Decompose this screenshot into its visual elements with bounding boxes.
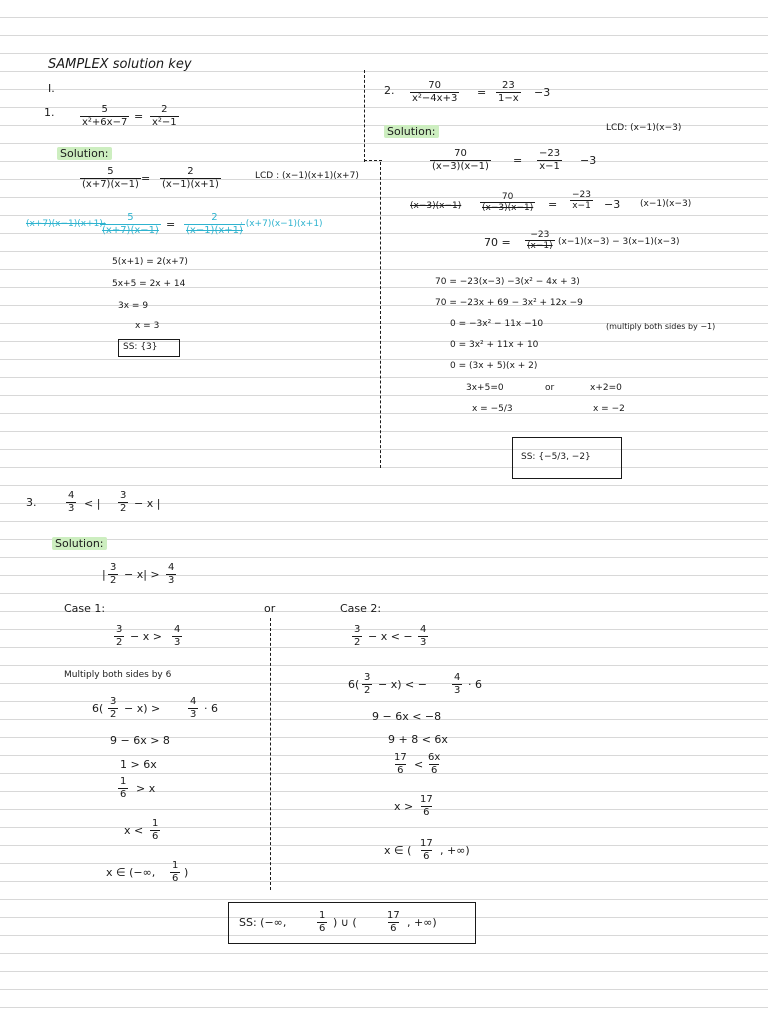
answer-text: SS: {3} [123, 342, 158, 352]
answer-box [118, 339, 180, 357]
numerator: 4 [454, 672, 461, 683]
denominator: (x−1)(x+1) [162, 179, 219, 190]
fraction [118, 776, 128, 801]
numerator: 2 [187, 166, 194, 177]
numerator: 4 [174, 624, 181, 635]
inequality: − x > [130, 630, 162, 643]
fraction [452, 672, 462, 697]
numerator: 2 [211, 212, 218, 223]
fraction [317, 910, 327, 935]
numerator: 17 [420, 838, 433, 849]
abs-open: | [102, 568, 106, 581]
solution-label: Solution: [57, 147, 112, 160]
multiplier-left: (x+7)(x−1)(x+1)· [26, 219, 106, 229]
denominator: 6 [397, 765, 404, 776]
denominator: 2 [110, 709, 117, 720]
multiplier-left: (x−3)(x−1) [410, 201, 462, 211]
multiplier-right: (x−1)(x−3) [640, 199, 692, 209]
equals-sign: = [548, 198, 558, 211]
numerator: 70 [501, 192, 514, 202]
multiplier-right: · (x+7)(x−1)(x+1) [240, 219, 323, 229]
inequality: 6( [348, 678, 360, 691]
numerator: 3 [110, 696, 117, 707]
denominator: x−1 [572, 201, 591, 211]
lcd-note: LCD: (x−1)(x−3) [606, 123, 682, 133]
step: 70 = [484, 236, 511, 249]
denominator: 6 [172, 873, 179, 884]
denominator: x²−1 [152, 117, 177, 128]
numerator: 70 [428, 80, 442, 91]
inequality: · 6 [468, 678, 482, 691]
numerator: 1 [172, 860, 179, 871]
fraction [525, 230, 555, 251]
fraction [188, 696, 198, 721]
step-note: Multiply both sides by 6 [64, 670, 172, 680]
step: < [414, 758, 424, 771]
step: 70 = −23(x−3) −3(x² − 4x + 3) [435, 277, 580, 287]
denominator: 2 [354, 637, 361, 648]
root-value: x = −2 [593, 404, 625, 414]
numerator: 4 [190, 696, 197, 707]
numerator: 70 [454, 148, 467, 159]
fraction [150, 104, 179, 129]
denominator: 6 [319, 923, 326, 934]
fraction [80, 104, 129, 129]
denominator: 6 [423, 851, 430, 862]
numerator: 5 [107, 166, 114, 177]
inequality: − x) < − [378, 678, 427, 691]
answer-text: SS: {−5/3, −2} [521, 452, 591, 462]
fraction [184, 212, 245, 237]
fraction [410, 80, 459, 105]
fraction [426, 752, 442, 777]
denominator: 1−x [498, 93, 519, 104]
step: , +∞) [440, 844, 470, 857]
numerator: 17 [394, 752, 407, 763]
fraction [385, 910, 402, 935]
denominator: 3 [68, 503, 75, 514]
problem-number: 1. [44, 106, 55, 119]
step: x ∈ (−∞, [106, 866, 156, 879]
denominator: 6 [120, 789, 127, 800]
problem-number: 3. [26, 496, 37, 509]
equals-sign: = [141, 172, 151, 185]
step: 9 + 8 < 6x [388, 733, 448, 746]
step: (x−1)(x−3) − 3(x−1)(x−3) [558, 237, 680, 247]
fraction [108, 562, 118, 587]
denominator: 2 [110, 575, 117, 586]
step-note: (multiply both sides by −1) [606, 322, 716, 331]
step: 0 = −3x² − 11x −10 [450, 319, 544, 329]
numerator: 3 [354, 624, 361, 635]
fraction [80, 166, 141, 191]
numerator: 3 [116, 624, 123, 635]
numerator: −23 [572, 190, 591, 200]
divider-connector [364, 160, 382, 161]
step: 5x+5 = 2x + 14 [112, 279, 186, 289]
equals-sign: = [477, 86, 487, 99]
fraction [118, 490, 128, 515]
denominator: (x+7)(x−1) [102, 225, 159, 236]
step: x < [124, 824, 144, 837]
denominator: (x−1) [527, 241, 553, 251]
fraction [570, 190, 593, 211]
or-label: or [264, 602, 276, 615]
step: 9 − 6x > 8 [110, 734, 170, 747]
fraction [480, 192, 535, 213]
denominator: 6 [423, 807, 430, 818]
denominator: 6 [390, 923, 397, 934]
denominator: 3 [168, 575, 175, 586]
numerator: −23 [530, 230, 550, 240]
step: x > [394, 800, 414, 813]
fraction [108, 696, 118, 721]
solution-label: Solution: [52, 537, 107, 550]
constant-term: −3 [534, 86, 551, 99]
numerator: 3 [120, 490, 127, 501]
fraction [418, 624, 428, 649]
numerator: 17 [387, 910, 400, 921]
numerator: 3 [364, 672, 371, 683]
step: 0 = 3x² + 11x + 10 [450, 340, 539, 350]
answer-text: , +∞) [407, 916, 437, 929]
inequality: 6( [92, 702, 104, 715]
root-value: x = −5/3 [472, 404, 513, 414]
equals-sign: = [166, 218, 176, 231]
inequality: − x| > [124, 568, 160, 581]
part-label: I. [48, 82, 55, 95]
denominator: (x−1)(x+1) [186, 225, 243, 236]
denominator: 2 [120, 503, 127, 514]
denominator: 6 [430, 765, 438, 776]
lcd-note: LCD : (x−1)(x+1)(x+7) [255, 171, 359, 181]
numerator: −23 [539, 148, 561, 159]
fraction [100, 212, 161, 237]
numerator: 3 [110, 562, 117, 573]
step: 3x = 9 [118, 301, 149, 311]
denominator: 3 [190, 709, 197, 720]
numerator: 1 [120, 776, 127, 787]
fraction [172, 624, 182, 649]
solution-label: Solution: [384, 125, 439, 138]
step: > x [136, 782, 156, 795]
denominator: 3 [454, 685, 461, 696]
root-equation: x+2=0 [590, 383, 622, 393]
denominator: x²+6x−7 [82, 117, 128, 128]
case-1-label: Case 1: [64, 602, 106, 615]
denominator: 6 [152, 831, 159, 842]
fraction [150, 818, 160, 843]
answer-text: ) ∪ ( [333, 916, 357, 929]
numerator: 17 [420, 794, 433, 805]
numerator: 6x [428, 752, 441, 763]
denominator: 3 [420, 637, 427, 648]
denominator: (x+7)(x−1) [82, 179, 139, 190]
equals-sign: = [513, 154, 523, 167]
fraction [160, 166, 221, 191]
equals-sign: = [134, 110, 144, 123]
step: x = 3 [135, 321, 160, 331]
fraction [66, 490, 76, 515]
case-divider [270, 618, 271, 890]
case-2-label: Case 2: [340, 602, 382, 615]
root-equation: 3x+5=0 [466, 383, 504, 393]
column-divider [364, 70, 365, 162]
denominator: x²−4x+3 [412, 93, 458, 104]
fraction [362, 672, 372, 697]
step: x ∈ ( [384, 844, 412, 857]
fraction [166, 562, 176, 587]
step: 5(x+1) = 2(x+7) [112, 257, 188, 267]
denominator: (x−3)(x−1) [482, 203, 534, 213]
inequality: − x < − [368, 630, 413, 643]
column-divider [380, 162, 381, 468]
numerator: 1 [319, 910, 326, 921]
denominator: 2 [116, 637, 123, 648]
fraction [430, 148, 491, 173]
fraction [352, 624, 362, 649]
or-label: or [545, 383, 555, 393]
numerator: 4 [68, 490, 75, 501]
fraction [170, 860, 180, 885]
numerator: 5 [101, 104, 108, 115]
numerator: 4 [420, 624, 427, 635]
denominator: (x−3)(x−1) [432, 161, 489, 172]
step: 1 > 6x [120, 758, 157, 771]
step: ) [184, 866, 189, 879]
numerator: 4 [168, 562, 175, 573]
answer-box [228, 902, 476, 944]
inequality-tail: − x | [134, 497, 161, 510]
fraction [496, 80, 521, 105]
denominator: x−1 [539, 161, 560, 172]
answer-text: SS: (−∞, [239, 916, 287, 929]
numerator: 5 [127, 212, 134, 223]
fraction [392, 752, 409, 777]
inequality: − x) > [124, 702, 161, 715]
page-title: SAMPLEX solution key [48, 57, 192, 72]
constant-term: −3 [580, 154, 597, 167]
inequality: · 6 [204, 702, 218, 715]
fraction [418, 794, 435, 819]
numerator: 2 [161, 104, 168, 115]
problem-number: 2. [384, 84, 395, 97]
fraction [114, 624, 124, 649]
inequality: < | [84, 497, 101, 510]
step: 0 = (3x + 5)(x + 2) [450, 361, 538, 371]
fraction [418, 838, 435, 863]
denominator: 3 [174, 637, 181, 648]
numerator: 1 [152, 818, 159, 829]
answer-box [512, 437, 622, 479]
step: 70 = −23x + 69 − 3x² + 12x −9 [435, 298, 583, 308]
step: 9 − 6x < −8 [372, 710, 442, 723]
constant-term: −3 [604, 198, 621, 211]
numerator: 23 [501, 80, 515, 91]
denominator: 2 [364, 685, 371, 696]
fraction [537, 148, 562, 173]
